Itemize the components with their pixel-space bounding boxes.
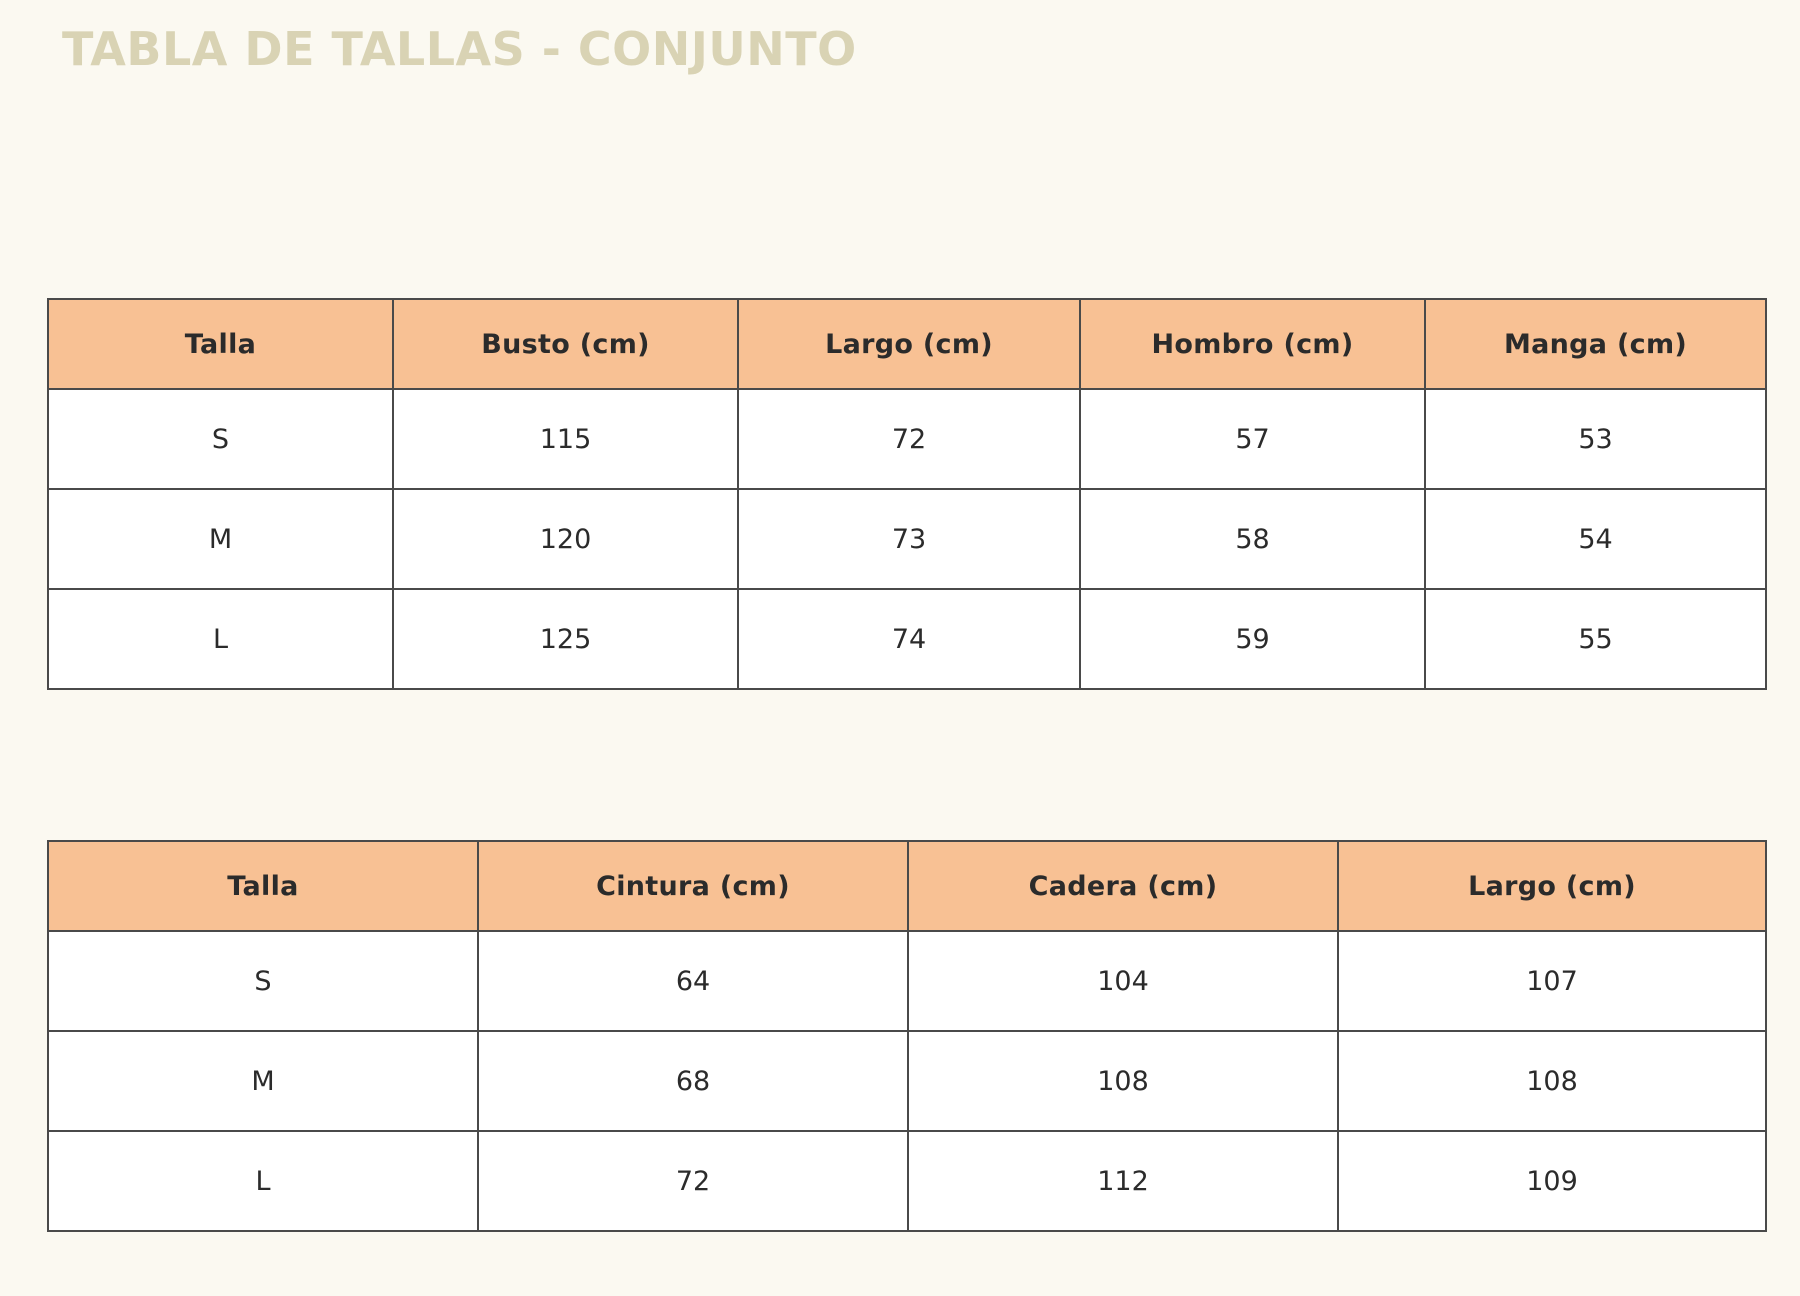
cell-hombro: 58 (1080, 489, 1425, 589)
cell-talla: S (48, 931, 478, 1031)
cell-hombro: 59 (1080, 589, 1425, 689)
cell-manga: 53 (1425, 389, 1766, 489)
column-header-manga: Manga (cm) (1425, 299, 1766, 389)
cell-talla: L (48, 589, 393, 689)
cell-busto: 125 (393, 589, 738, 689)
cell-cadera: 108 (908, 1031, 1338, 1131)
table-row (48, 389, 1766, 489)
cell-largo: 108 (1338, 1031, 1766, 1131)
cell-manga: 55 (1425, 589, 1766, 689)
column-header-talla: Talla (48, 299, 393, 389)
column-header-cintura: Cintura (cm) (478, 841, 908, 931)
cell-busto: 120 (393, 489, 738, 589)
cell-largo: 107 (1338, 931, 1766, 1031)
column-header-talla: Talla (48, 841, 478, 931)
cell-largo: 73 (738, 489, 1080, 589)
cell-hombro: 57 (1080, 389, 1425, 489)
table-row (48, 489, 1766, 589)
top-garment-size-table (47, 298, 1767, 690)
cell-busto: 115 (393, 389, 738, 489)
table-row (48, 1031, 1766, 1131)
bottom-garment-size-table (47, 840, 1767, 1232)
cell-cintura: 72 (478, 1131, 908, 1231)
column-header-busto: Busto (cm) (393, 299, 738, 389)
table-row (48, 1131, 1766, 1231)
column-header-hombro: Hombro (cm) (1080, 299, 1425, 389)
cell-cadera: 104 (908, 931, 1338, 1031)
cell-manga: 54 (1425, 489, 1766, 589)
column-header-largo: Largo (cm) (1338, 841, 1766, 931)
cell-largo: 72 (738, 389, 1080, 489)
table-row (48, 589, 1766, 689)
column-header-largo: Largo (cm) (738, 299, 1080, 389)
cell-talla: M (48, 489, 393, 589)
cell-talla: L (48, 1131, 478, 1231)
column-header-cadera: Cadera (cm) (908, 841, 1338, 931)
cell-cintura: 68 (478, 1031, 908, 1131)
table-header-row (48, 299, 1766, 389)
table-row (48, 931, 1766, 1031)
cell-talla: S (48, 389, 393, 489)
table-header-row (48, 841, 1766, 931)
page-title: TABLA DE TALLAS - CONJUNTO (62, 22, 857, 76)
cell-largo: 109 (1338, 1131, 1766, 1231)
cell-cintura: 64 (478, 931, 908, 1031)
cell-talla: M (48, 1031, 478, 1131)
cell-cadera: 112 (908, 1131, 1338, 1231)
cell-largo: 74 (738, 589, 1080, 689)
